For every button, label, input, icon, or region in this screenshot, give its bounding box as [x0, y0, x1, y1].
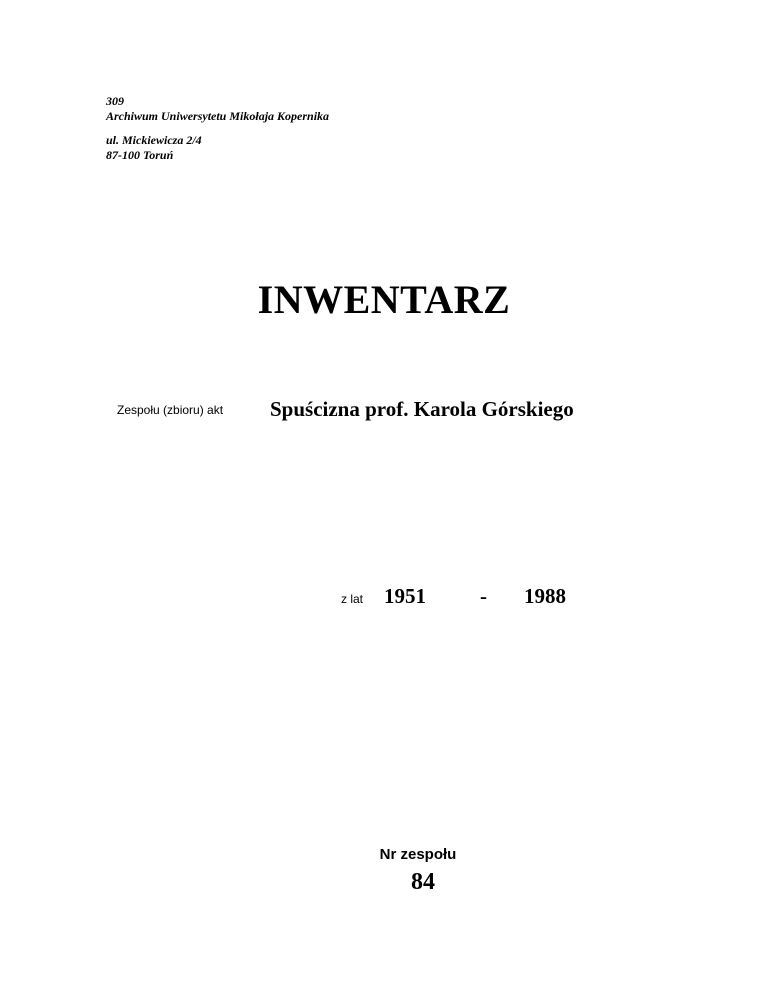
postal-city: 87-100 Toruń — [106, 148, 174, 162]
institution-name: Archiwum Uniwersytetu Mikołaja Kopernika — [106, 109, 330, 123]
years-label: z lat — [341, 592, 364, 606]
fond-number-value: 84 — [411, 869, 435, 895]
archive-number: 309 — [106, 94, 124, 108]
year-from: 1951 — [384, 584, 426, 608]
year-dash: - — [480, 584, 487, 608]
year-to: 1988 — [524, 584, 566, 608]
fond-label: Zespołu (zbioru) akt — [117, 403, 224, 417]
archive-header — [106, 94, 329, 163]
street-address: ul. Mickiewicza 2/4 — [106, 133, 202, 147]
fond-number-label: Nr zespołu — [379, 846, 457, 863]
document-title: INWENTARZ — [257, 277, 511, 322]
fond-name: Spuścizna prof. Karola Górskiego — [270, 397, 574, 421]
